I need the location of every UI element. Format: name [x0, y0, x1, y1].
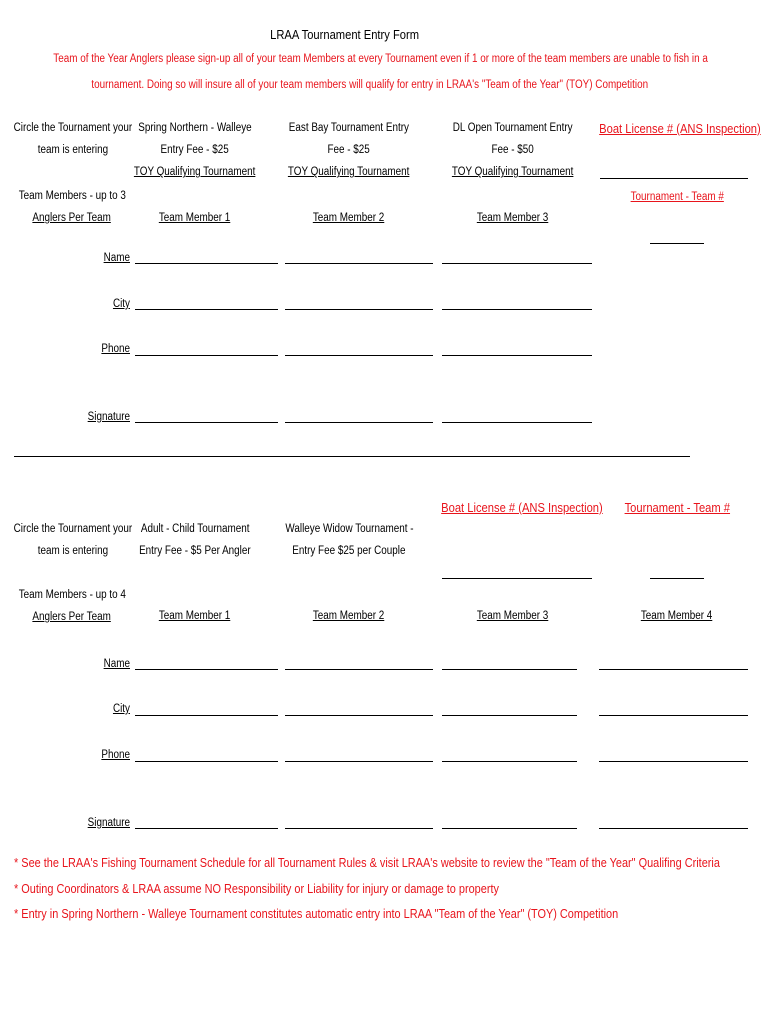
member-header-2-4: Team Member 4: [641, 610, 713, 622]
phone-field-m1[interactable]: [135, 355, 278, 356]
field-label-signature-2: Signature: [87, 817, 130, 829]
phone-field-2-m1[interactable]: [135, 761, 278, 762]
tournament-option-dl-open[interactable]: DL Open Tournament Entry Fee - $50 TOY Qualifying Tournament: [452, 122, 574, 178]
member-header-2-1: Team Member 1: [159, 610, 231, 622]
city-field-2-m1[interactable]: [135, 715, 278, 716]
member-header-3: Team Member 3: [477, 212, 549, 224]
tournament-team-heading-2: Tournament - Team #: [624, 500, 730, 515]
boat-license-heading-1: Boat License # (ANS Inspection): [599, 121, 761, 136]
phone-field-2-m4[interactable]: [599, 761, 748, 762]
tournament-team-field-2[interactable]: [650, 578, 704, 579]
field-label-phone-2: Phone: [101, 749, 130, 761]
tournament-option-east-bay[interactable]: East Bay Tournament Entry Fee - $25 TOY Qualifying Tournament: [288, 122, 410, 178]
city-field-m3[interactable]: [442, 309, 592, 310]
field-label-phone-1: Phone: [101, 343, 130, 355]
boat-license-field-1[interactable]: [600, 178, 748, 179]
section-divider: [14, 456, 690, 457]
signature-field-2-m1[interactable]: [135, 828, 278, 829]
team-members-label-2: Team Members - up to 4 Anglers Per Team: [18, 589, 126, 623]
signature-field-m3[interactable]: [442, 422, 592, 423]
member-header-2: Team Member 2: [313, 212, 385, 224]
name-field-m2[interactable]: [285, 263, 433, 264]
footer-note-liability: * Outing Coordinators & LRAA assume NO Responsibility or Liability for injury or damage to property: [14, 881, 499, 896]
phone-field-m3[interactable]: [442, 355, 592, 356]
city-field-m2[interactable]: [285, 309, 433, 310]
field-label-name-1: Name: [103, 252, 130, 264]
circle-label-2: Circle the Tournament your team is entering: [13, 523, 133, 557]
signature-field-m2[interactable]: [285, 422, 433, 423]
boat-license-heading-2: Boat License # (ANS Inspection): [441, 500, 603, 515]
name-field-2-m3[interactable]: [442, 669, 577, 670]
phone-field-2-m2[interactable]: [285, 761, 433, 762]
tournament-team-heading-1: Tournament - Team #: [630, 191, 724, 203]
circle-label-1: Circle the Tournament your team is entering: [13, 122, 133, 156]
name-field-2-m2[interactable]: [285, 669, 433, 670]
member-header-2-2: Team Member 2: [313, 610, 385, 622]
tournament-option-adult-child[interactable]: Adult - Child Tournament Entry Fee - $5 Per Angler: [139, 523, 251, 557]
notice-line-2: tournament. Doing so will insure all of your team members will qualify for entry in LRAA's "Team of the Year" (TOY) Competition: [91, 79, 649, 91]
field-label-name-2: Name: [103, 658, 130, 670]
tournament-option-spring-northern[interactable]: Spring Northern - Walleye Entry Fee - $25 TOY Qualifying Tournament: [134, 122, 256, 178]
name-field-m3[interactable]: [442, 263, 592, 264]
city-field-2-m4[interactable]: [599, 715, 748, 716]
member-header-2-3: Team Member 3: [477, 610, 549, 622]
tournament-team-field-1[interactable]: [650, 243, 704, 244]
name-field-m1[interactable]: [135, 263, 278, 264]
boat-license-field-2[interactable]: [442, 578, 592, 579]
tournament-option-walleye-widow[interactable]: Walleye Widow Tournament - Entry Fee $25 per Couple: [284, 523, 414, 557]
notice-line-1: Team of the Year Anglers please sign-up all of your team Members at every Tournament even if 1 or more of the team members are unable to fish in a: [53, 53, 708, 65]
member-header-1: Team Member 1: [159, 212, 231, 224]
phone-field-m2[interactable]: [285, 355, 433, 356]
team-members-label-1: Team Members - up to 3 Anglers Per Team: [18, 190, 126, 224]
field-label-signature-1: Signature: [87, 411, 130, 423]
footer-note-toy-entry: * Entry in Spring Northern - Walleye Tournament constitutes automatic entry into LRAA "Team of the Year" (TOY) Competition: [14, 906, 619, 921]
city-field-m1[interactable]: [135, 309, 278, 310]
form-title: LRAA Tournament Entry Form: [270, 27, 420, 42]
name-field-2-m4[interactable]: [599, 669, 748, 670]
city-field-2-m3[interactable]: [442, 715, 577, 716]
footer-note-rules: * See the LRAA's Fishing Tournament Schedule for all Tournament Rules & visit LRAA's website to review the "Team of the Year" Qualifing Criteria: [14, 855, 720, 870]
city-field-2-m2[interactable]: [285, 715, 433, 716]
signature-field-2-m4[interactable]: [599, 828, 748, 829]
signature-field-2-m2[interactable]: [285, 828, 433, 829]
phone-field-2-m3[interactable]: [442, 761, 577, 762]
field-label-city-1: City: [112, 298, 130, 310]
signature-field-m1[interactable]: [135, 422, 278, 423]
field-label-city-2: City: [112, 703, 130, 715]
name-field-2-m1[interactable]: [135, 669, 278, 670]
signature-field-2-m3[interactable]: [442, 828, 577, 829]
